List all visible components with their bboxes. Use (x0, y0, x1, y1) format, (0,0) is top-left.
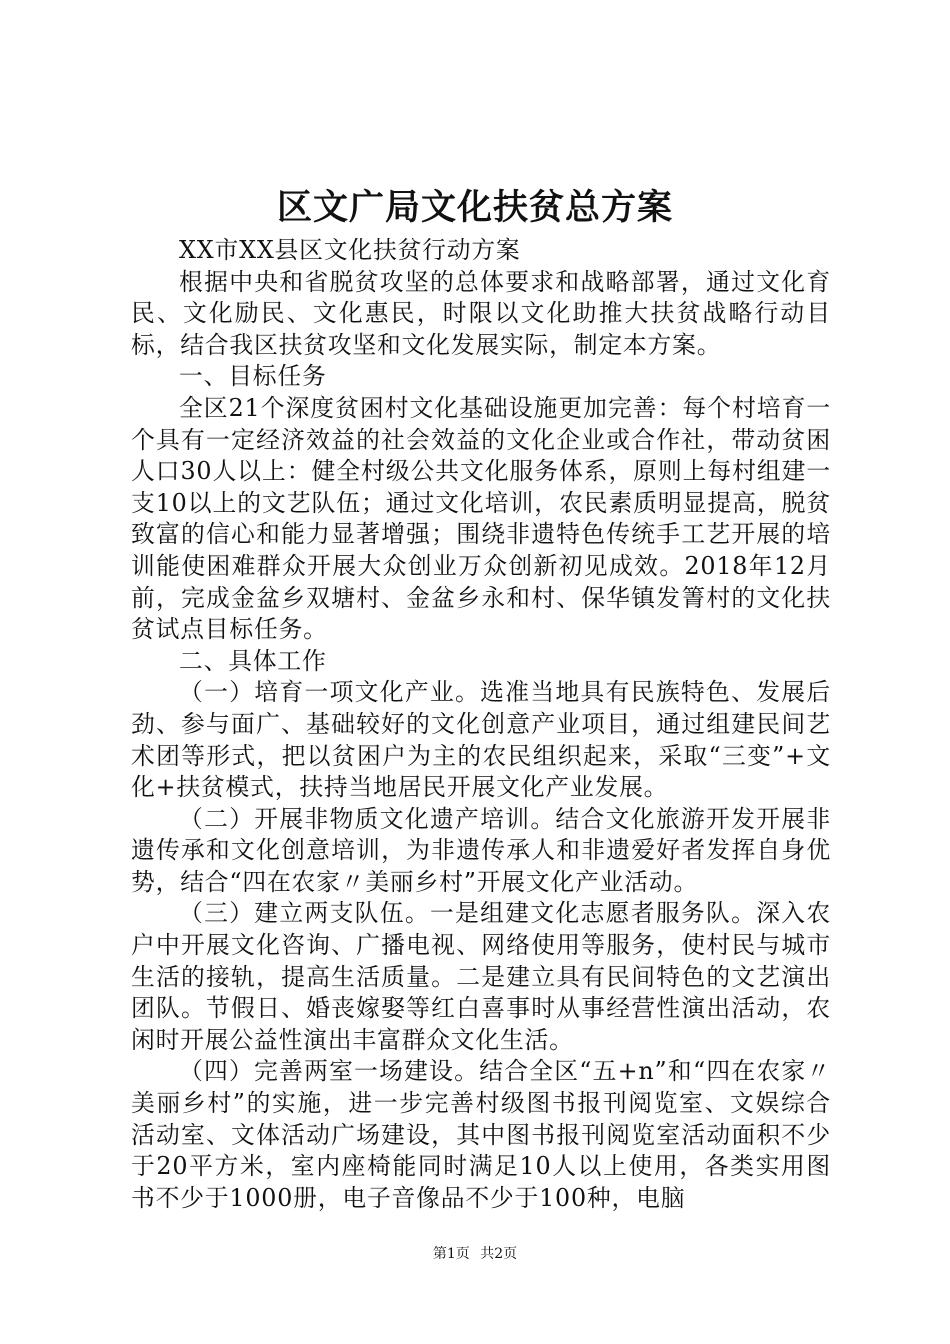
page-footer (0, 1244, 950, 1264)
page-total: 共2页 (480, 1246, 518, 1262)
paragraph-intro: 根据中央和省脱贫攻坚的总体要求和战略部署，通过文化育民、文化励民、文化惠民，时限以文化助推大扶贫战略行动目标，结合我区扶贫攻坚和文化发展实际，制定本方案。 (131, 267, 831, 359)
document-body (131, 235, 831, 1214)
paragraph-subtitle: XX市XX县区文化扶贫行动方案 (179, 236, 521, 264)
section-heading-goals: 一、目标任务 (179, 362, 327, 391)
paragraph-work-1: （一）培育一项文化产业。选准当地具有民族特色、发展后劲、参与面广、基础较好的文化创意产业项目，通过组建民间艺术团等形式，把以贫困户为主的农民组织起来，采取“三变”+文化+扶贫模式，扶持当地居民开展文化产业发展。 (131, 678, 831, 802)
document-title: 区文广局文化扶贫总方案 (276, 187, 673, 228)
paragraph-goals: 全区21个深度贫困村文化基础设施更加完善：每个村培育一个具有一定经济效益的社会效益的文化企业或合作社，带动贫困人口30人以上：健全村级公共文化服务体系，原则上每村组建一支10以上的文艺队伍；通过文化培训，农民素质明显提高，脱贫致富的信心和能力显著增强；围绕非遗特色传统手工艺开展的培训能使困难群众开展大众创业万众创新初见成效。2018年12月前，完成金盆乡双塘村、金盆乡永和村、保华镇发箐村的文化扶贫试点目标任务。 (131, 393, 831, 644)
paragraph-work-3: （三）建立两支队伍。一是组建文化志愿者服务队。深入农户中开展文化咨询、广播电视、网络使用等服务，使村民与城市生活的接轨，提高生活质量。二是建立具有民间特色的文艺演出团队。节假日、婚丧嫁娶等红白喜事时从事经营性演出活动，农闲时开展公益性演出丰富群众文化生活。 (131, 899, 831, 1054)
page-number: 第1页 (432, 1246, 470, 1262)
section-heading-work: 二、具体工作 (179, 646, 327, 675)
paragraph-work-4: （四）完善两室一场建设。结合全区“五+n”和“四在农家〃美丽乡村”的实施，进一步完善村级图书报刊阅览室、文娱综合活动室、文体活动广场建设，其中图书报刊阅览室活动面积不少于20平方米，室内座椅能同时满足10人以上使用，各类实用图书不少于1000册，电子音像品不少于100种，电脑 (131, 1057, 831, 1212)
paragraph-work-2: （二）开展非物质文化遗产培训。结合文化旅游开发开展非遗传承和文化创意培训，为非遗传承人和非遗爱好者发挥自身优势，结合“四在农家〃美丽乡村”开展文化产业活动。 (131, 804, 831, 896)
